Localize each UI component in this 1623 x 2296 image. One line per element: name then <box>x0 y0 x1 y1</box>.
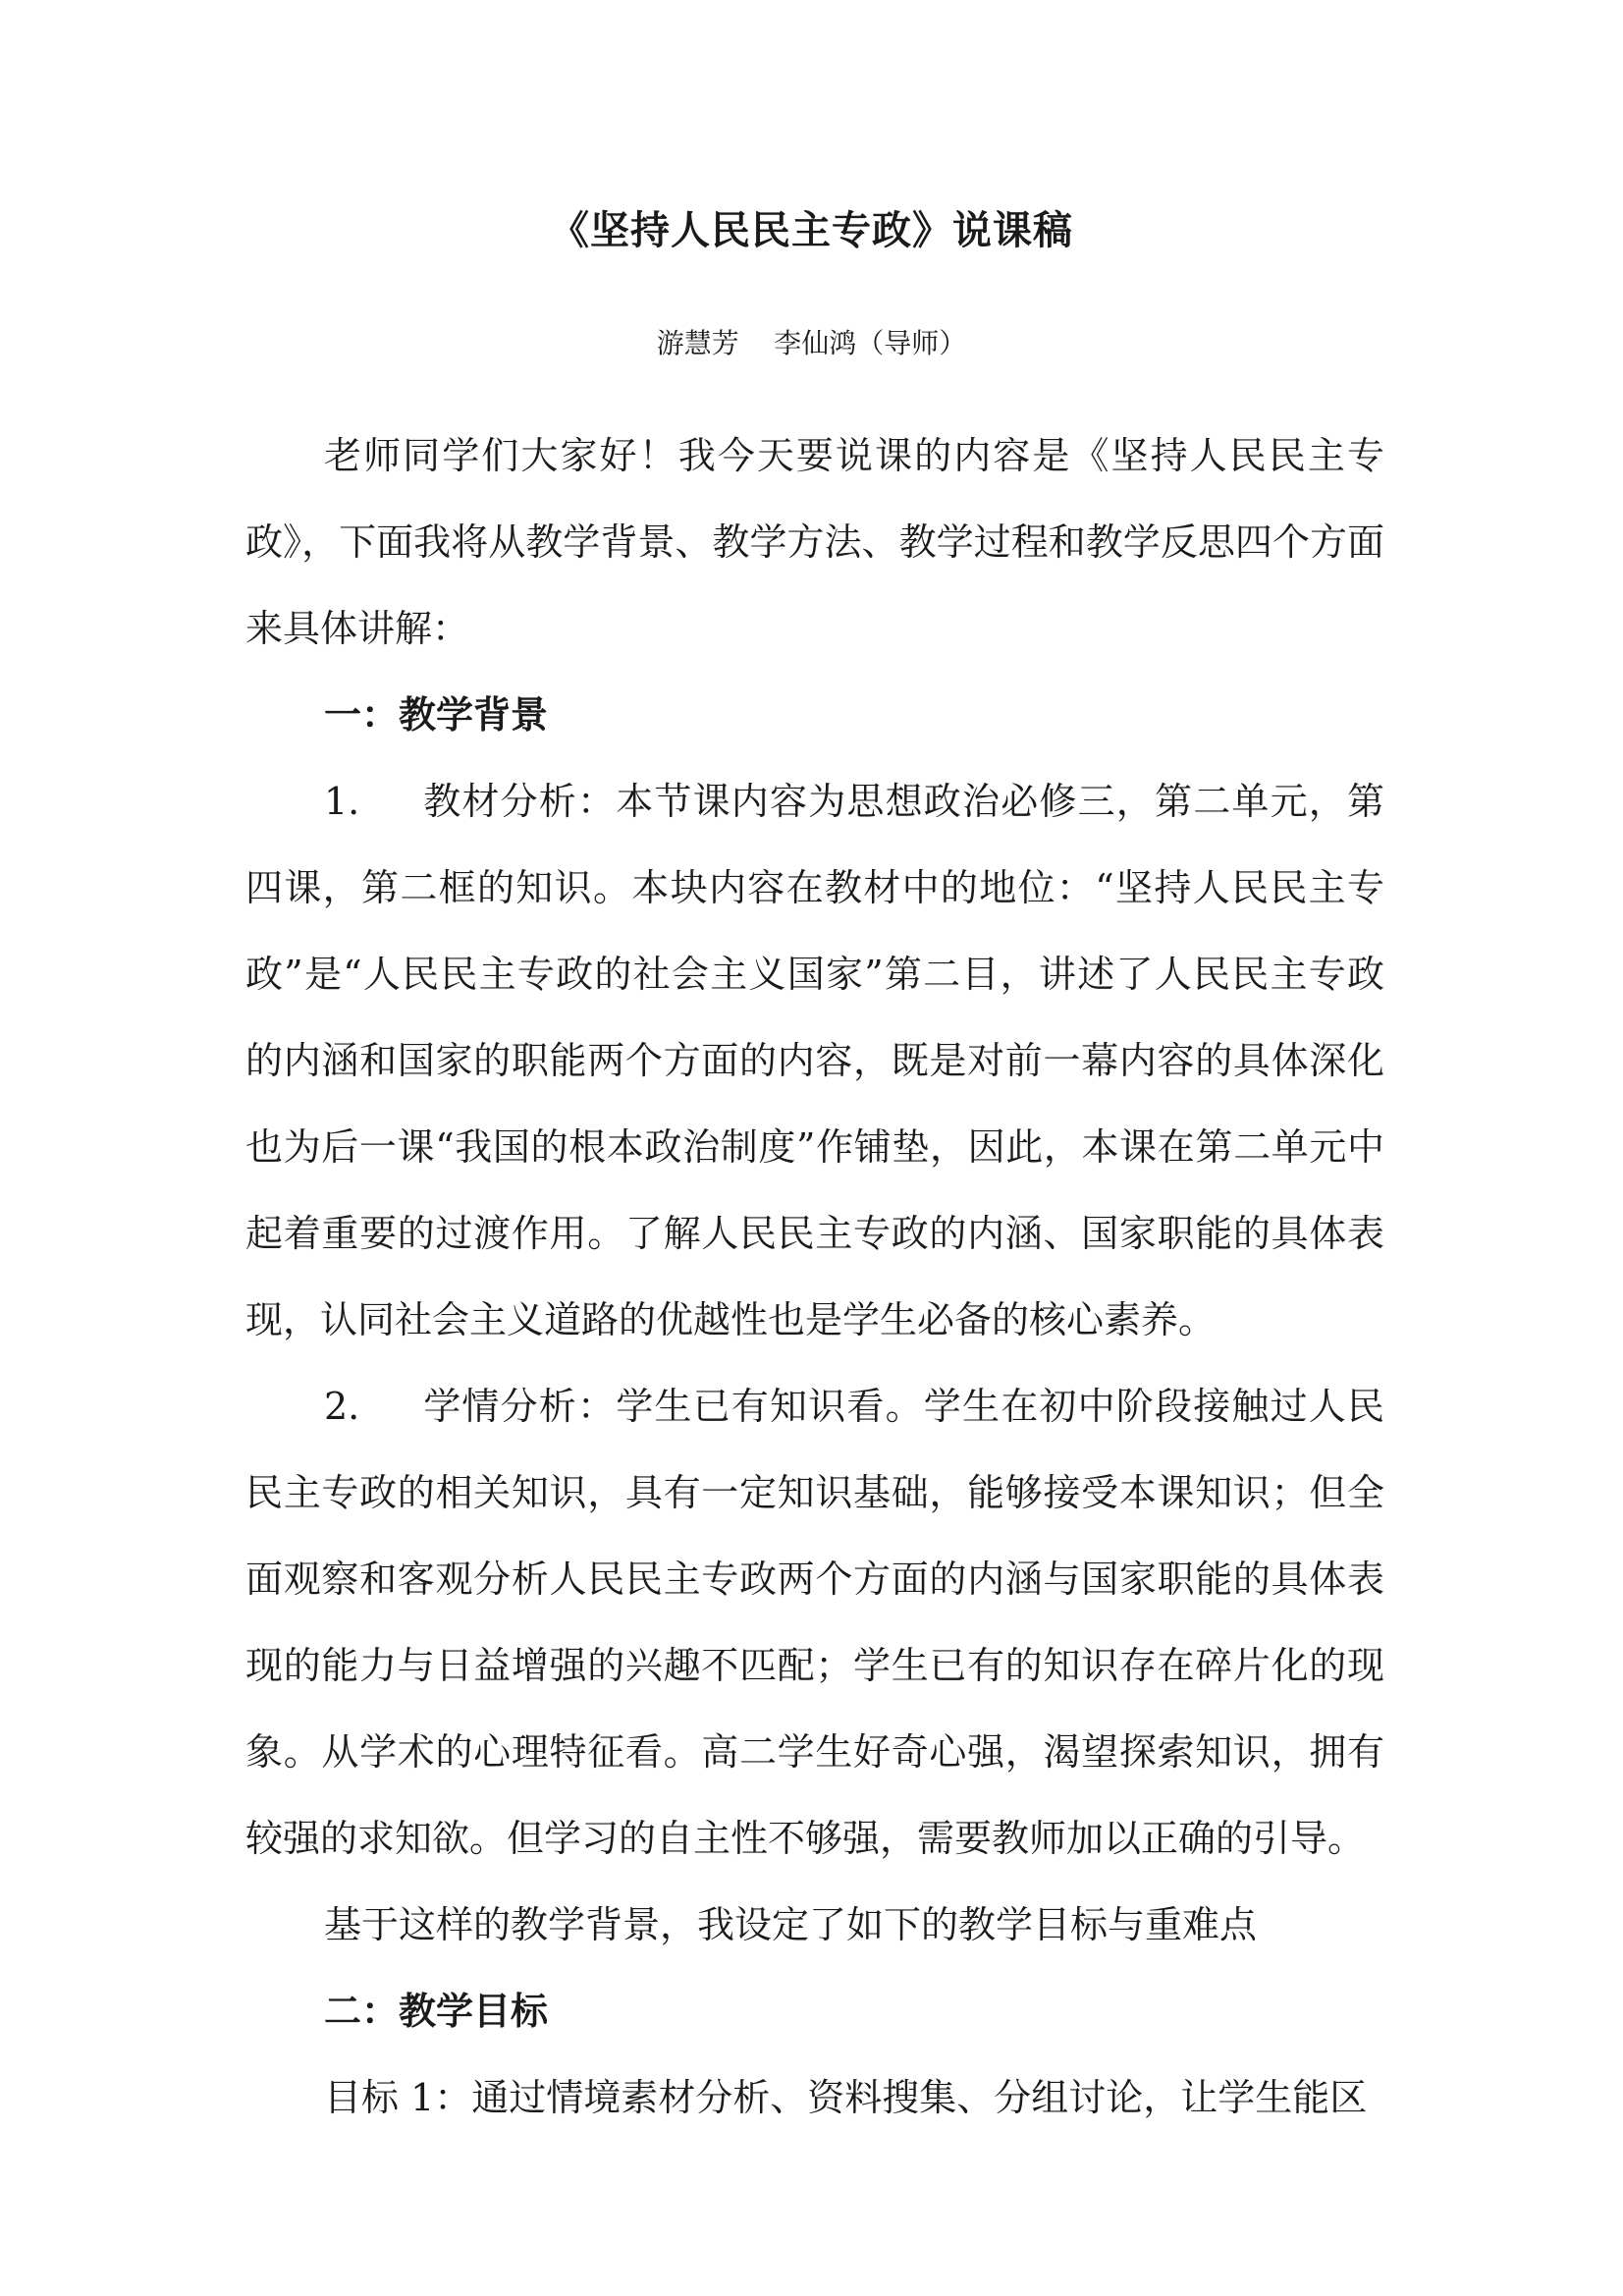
item-paragraph-student-analysis <box>245 1363 1384 1882</box>
item-number: 2. <box>324 1385 360 1428</box>
section-heading-goals: 二：教学目标 <box>324 1989 549 2033</box>
item-text: 教材分析：本节课内容为思想政治必修三，第二单元，第四课，第二框的知识。本块内容在教材中的地位：“坚持人民民主专政”是“人民民主专政的社会主义国家”第二目，讲述了人民民主专政的内涵和国家的职能两个方面的内容，既是对前一幕内容的具体深化也为后一课“我国的根本政治制度”作铺垫，因此，本课在第二单元中起着重要的过渡作用。了解人民民主专政的内涵、国家职能的具体表现，认同社会主义道路的优越性也是学生必备的核心素养。 <box>245 780 1384 1341</box>
intro-paragraph: 老师同学们大家好！我今天要说课的内容是《坚持人民民主专政》，下面我将从教学背景、教学方法、教学过程和教学反思四个方面来具体讲解： <box>245 434 1384 650</box>
section-heading-background: 一：教学背景 <box>324 692 549 737</box>
transition-paragraph: 基于这样的教学背景，我设定了如下的教学目标与重难点 <box>324 1903 1258 1946</box>
item-number: 1. <box>324 780 360 823</box>
document-title: 《坚持人民民主专政》说课稿 <box>550 207 1073 253</box>
item-text: 学情分析：学生已有知识看。学生在初中阶段接触过人民民主专政的相关知识，具有一定知识基础，能够接受本课知识；但全面观察和客观分析人民民主专政两个方面的内涵与国家职能的具体表现的能力与日益增强的兴趣不匹配；学生已有的知识存在碎片化的现象。从学术的心理特征看。高二学生好奇心强，渴望探索知识，拥有较强的求知欲。但学习的自主性不够强，需要教师加以正确的引导。 <box>245 1385 1384 1860</box>
document-authors: 游慧芳 李仙鸿（导师） <box>656 327 967 359</box>
item-paragraph-textbook-analysis <box>245 758 1384 1363</box>
goal-paragraph: 目标 1：通过情境素材分析、资料搜集、分组讨论，让学生能区 <box>324 2076 1368 2119</box>
document-body <box>245 412 1384 2141</box>
